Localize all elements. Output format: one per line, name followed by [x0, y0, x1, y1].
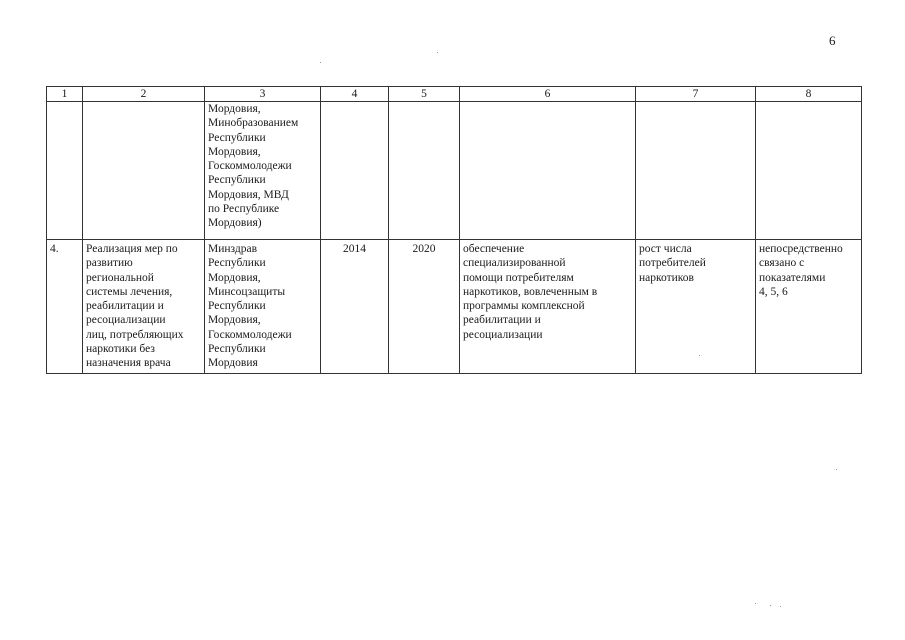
header-col-7: 7 [636, 87, 756, 102]
cell-start-year [321, 102, 389, 240]
cell-result: обеспечение специализированной помощи потребителям наркотиков, вовлеченным в программы комплексной реабилитации и ресоциализации [460, 240, 636, 374]
scan-speck [770, 605, 771, 606]
cell-result [460, 102, 636, 240]
cell-measure [83, 102, 205, 240]
header-col-4: 4 [321, 87, 389, 102]
scan-speck [320, 62, 321, 63]
table-row-4 [47, 240, 862, 374]
cell-num [47, 102, 83, 240]
cell-indicator: рост числа потребителей наркотиков [636, 240, 756, 374]
page-number: 6 [829, 33, 836, 48]
scan-speck [755, 603, 756, 604]
header-row [47, 87, 862, 102]
cell-indicator [636, 102, 756, 240]
cell-link: непосредственно связано с показателями 4, 5, 6 [756, 240, 862, 374]
header-col-1: 1 [47, 87, 83, 102]
header-col-6: 6 [460, 87, 636, 102]
cell-num: 4. [47, 240, 83, 374]
cell-end-year: 2020 [389, 240, 460, 374]
table-row-continuation [47, 102, 862, 240]
cell-measure: Реализация мер по развитию региональной системы лечения, реабилитации и ресоциализации лиц, потребляющих наркотики без назначения врача [83, 240, 205, 374]
measures-table [46, 86, 862, 374]
scan-speck [836, 469, 837, 470]
header-col-2: 2 [83, 87, 205, 102]
header-col-8: 8 [756, 87, 862, 102]
scan-speck [437, 52, 438, 53]
header-col-5: 5 [389, 87, 460, 102]
cell-executors: Мордовия, Минобразованием Республики Мордовия, Госкоммолодежи Республики Мордовия, МВД по Республике Мордовия) [205, 102, 321, 240]
scan-speck [699, 355, 700, 356]
cell-executors: Минздрав Республики Мордовия, Минсоцзащиты Республики Мордовия, Госкоммолодежи Республики Мордовия [205, 240, 321, 374]
header-col-3: 3 [205, 87, 321, 102]
scan-speck [780, 606, 781, 607]
cell-link [756, 102, 862, 240]
cell-start-year: 2014 [321, 240, 389, 374]
cell-end-year [389, 102, 460, 240]
